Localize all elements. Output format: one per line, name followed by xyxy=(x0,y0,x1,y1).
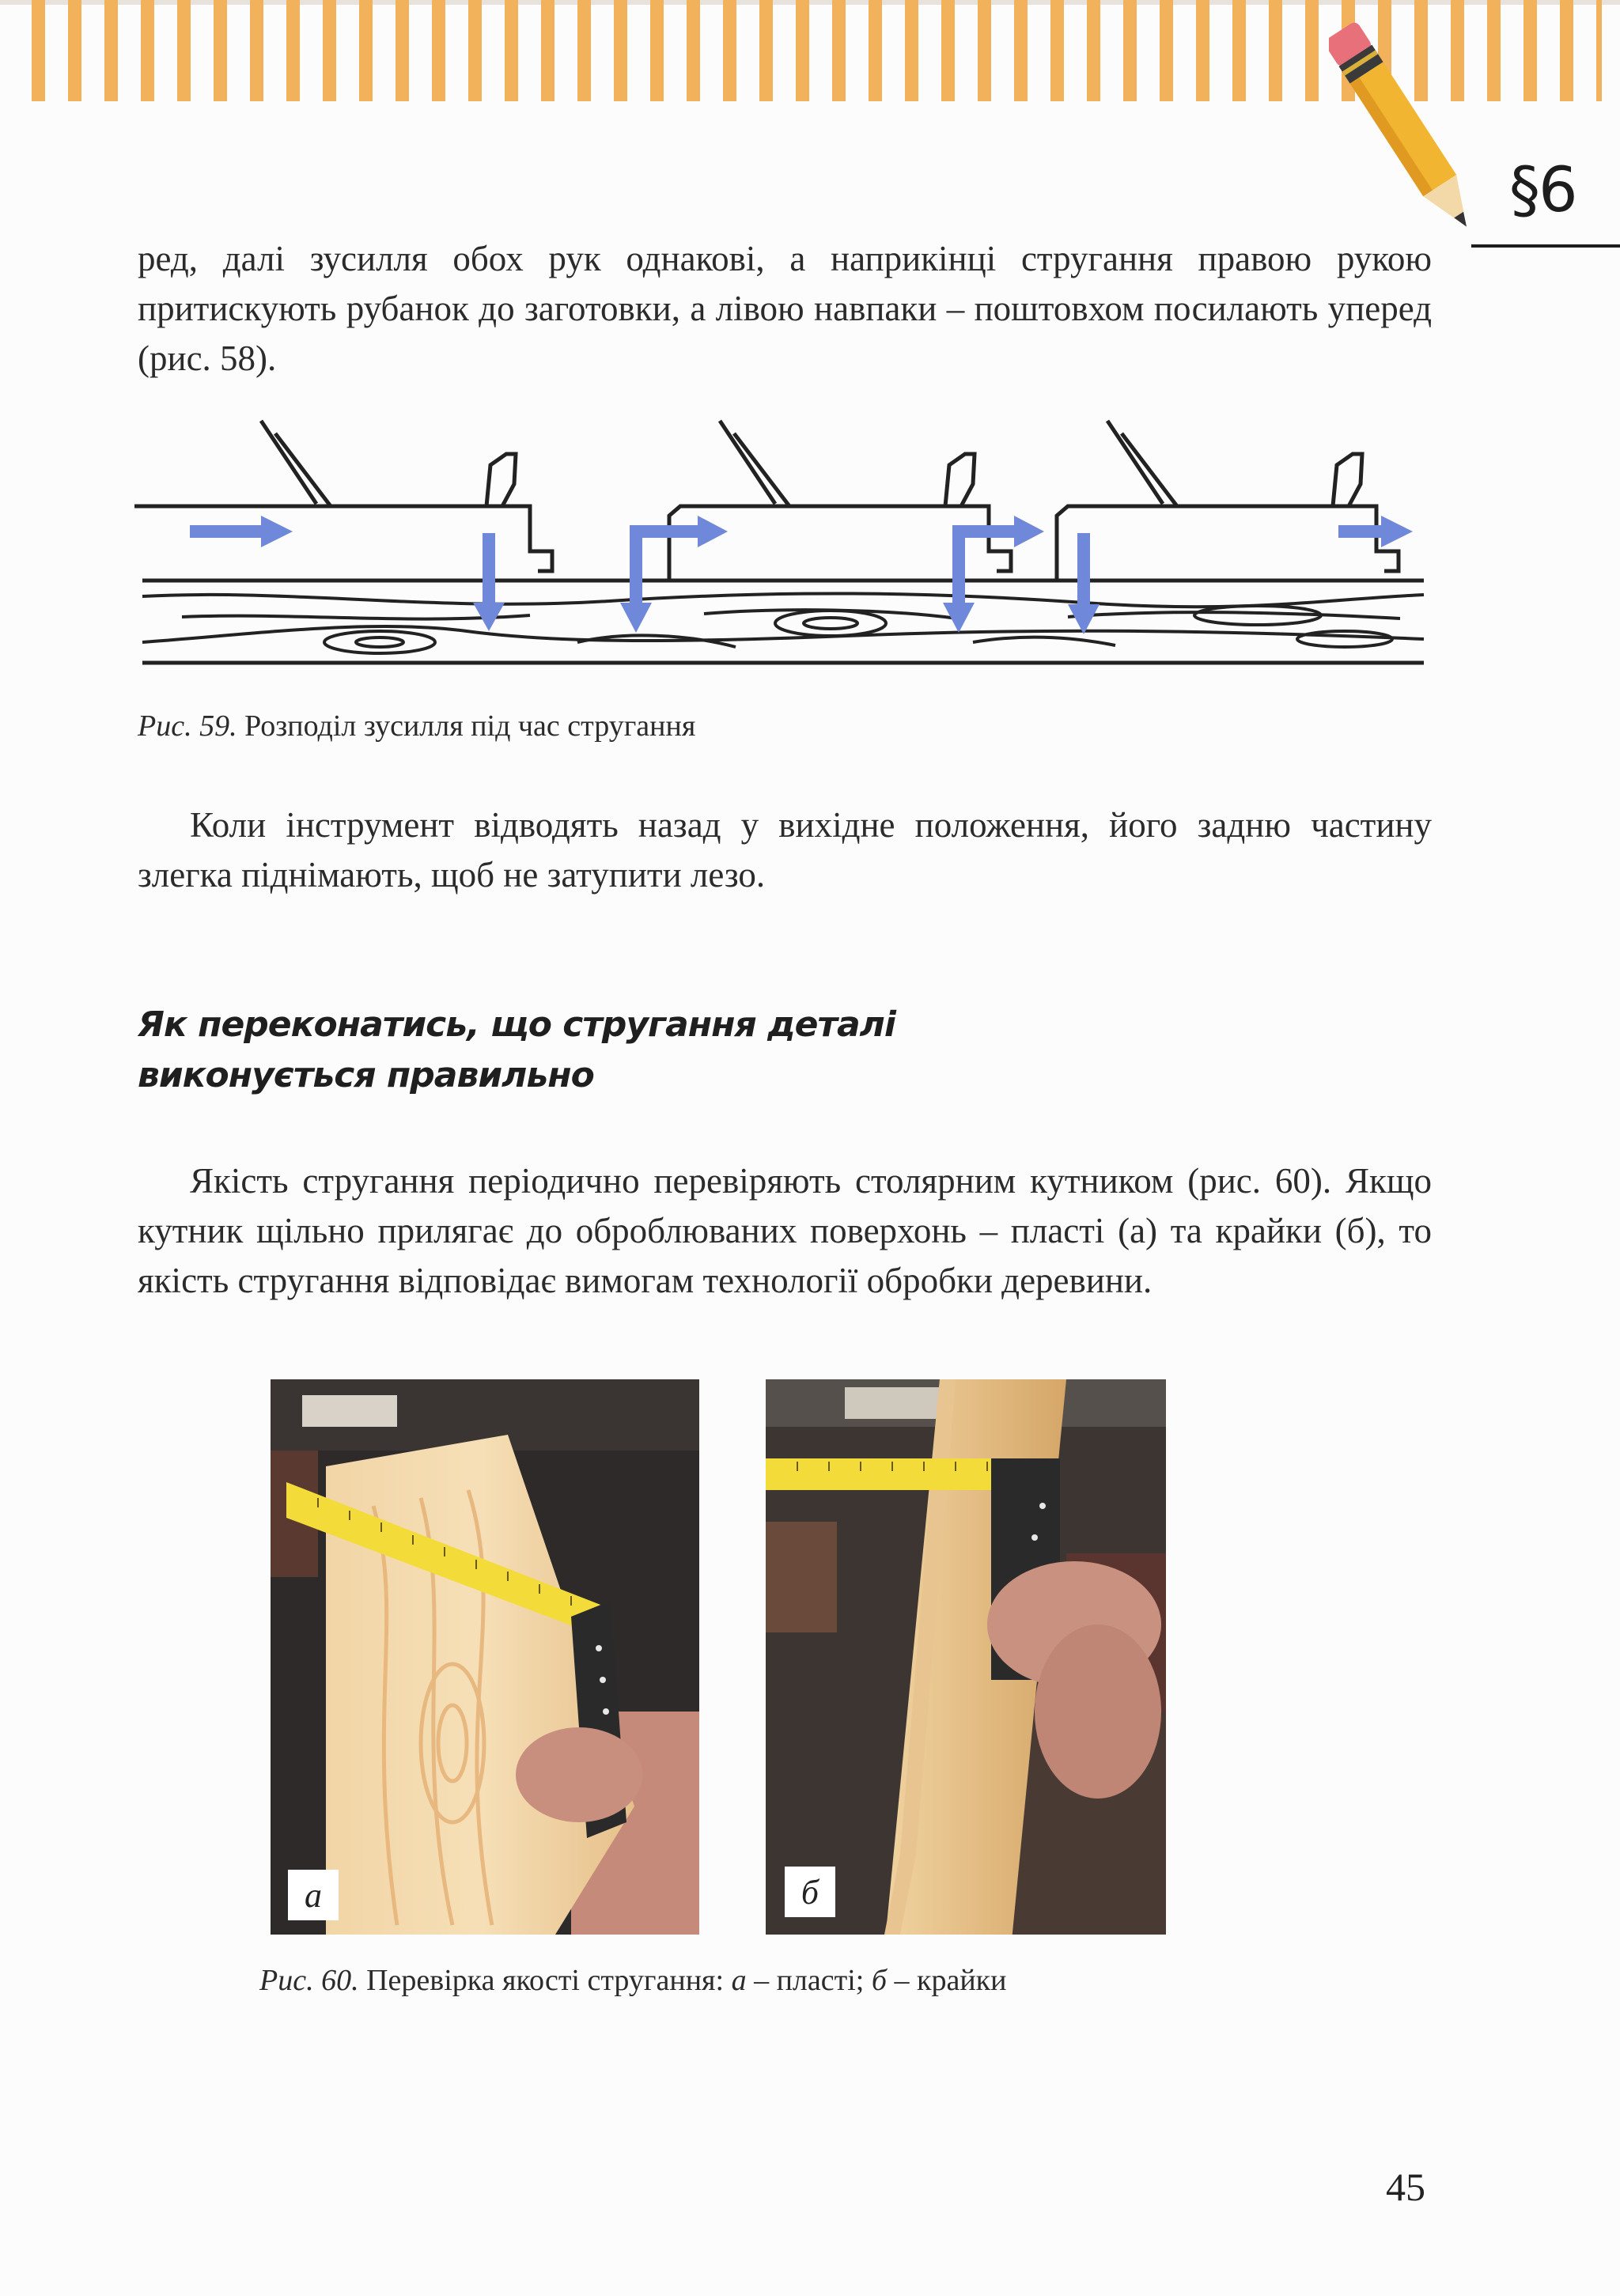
figure-60-label: Рис. 60. xyxy=(259,1964,359,1997)
figure-59-label: Рис. 59. xyxy=(138,709,237,743)
heading-line-1: Як переконатись, що стругання деталі xyxy=(138,1004,895,1045)
section-number: §6 xyxy=(1509,155,1576,226)
paragraph-continuation: ред, далі зусилля обох рук однакові, а наприкінці стругання правою рукою притискують рубанок до заготовки, а лівою навпаки – поштовхом посилають уперед (рис. 58). xyxy=(138,239,1432,378)
figure-60-caption xyxy=(259,1961,1006,1999)
planing-force-diagram xyxy=(134,405,1432,674)
paragraph-return-stroke: Коли інструмент відводять назад у вихідне положення, його задню частину злегка піднімають, щоб не затупити лезо. xyxy=(138,805,1432,895)
page-number: 45 xyxy=(1386,2165,1425,2209)
figure-60-item-a-letter: а xyxy=(731,1964,747,1997)
section-underline xyxy=(1471,244,1620,248)
photo-edge-check xyxy=(766,1379,1166,1935)
photo-a-label: а xyxy=(288,1870,339,1920)
figure-59-caption xyxy=(138,707,695,745)
photo-face-check xyxy=(271,1379,699,1935)
pencil-icon xyxy=(1329,8,1479,253)
figure-60-item-b-letter: б xyxy=(871,1964,887,1997)
paragraph-quality-check: Якість стругання періодично перевіряють столярним кутником (рис. 60). Якщо кутник щільно прилягає до оброблюваних поверхонь – пласті (а) та крайки (б), то якість стругання відповідає вимогам технології обробки деревини. xyxy=(138,1161,1432,1300)
photo-b-label: б xyxy=(785,1867,835,1917)
figure-60-text: Перевірка якості стругання: xyxy=(366,1964,725,1997)
heading-line-2: виконується правильно xyxy=(138,1055,594,1095)
figure-60-item-a-text: – пласті; xyxy=(754,1964,865,1997)
figure-60-item-b-text: – крайки xyxy=(894,1964,1007,1997)
section-heading xyxy=(138,1000,1245,1101)
figure-59-text: Розподіл зусилля під час стругання xyxy=(244,709,696,743)
